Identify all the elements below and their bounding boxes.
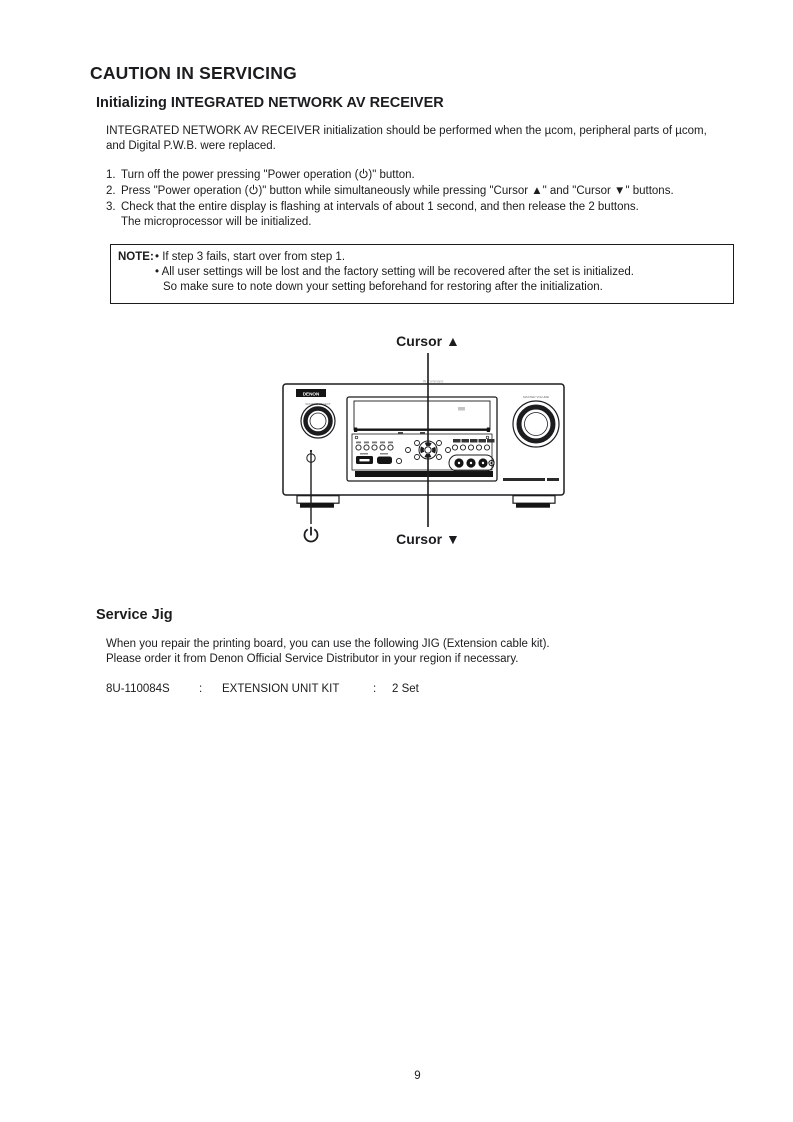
step-2-number: 2. [106,185,116,197]
section-heading-initializing: Initializing INTEGRATED NETWORK AV RECEIVER [96,95,444,111]
step-1-number: 1. [106,169,116,181]
note-line-3: So make sure to note down your setting beforehand for restoring after the initialization. [163,281,603,293]
step-2-text: Press "Power operation ( )" button while simultaneously while pressing "Cursor ▲" and "Cursor ▼" buttons. [121,184,674,200]
note-line-2: • All user settings will be lost and the factory setting will be recovered after the set is initialized. [155,266,634,278]
section-heading-service-jig: Service Jig [96,607,173,623]
note-body [155,250,634,295]
setup-mic-jack [396,458,401,463]
intro-paragraph [106,124,707,154]
hdmi-port [377,457,392,465]
display-window [354,401,490,430]
svg-text:SOURCE SELECT: SOURCE SELECT [305,402,331,406]
brand-badge [296,389,326,397]
left-foot [297,496,339,508]
step-list [106,168,674,230]
receiver-body [283,380,564,508]
service-jig-line-2: Please order it from Denon Official Service Distributor in your region if necessary. [106,653,519,665]
step-2 [106,184,674,200]
screw-left [355,436,358,439]
source-select-knob [301,402,335,438]
right-foot [513,496,555,508]
enter-button [425,447,431,453]
master-volume-knob [513,395,559,447]
step-1 [106,168,674,184]
service-jig-paragraph [106,637,550,667]
step-3-line-2: The microprocessor will be initialized. [121,216,312,228]
model-strip [503,478,559,481]
part-number: 8U-110084S [106,683,170,695]
separator: : [373,683,377,695]
power-icon [359,168,368,184]
service-jig-line-1: When you repair the printing board, you can use the following JIG (Extension cable kit). [106,638,550,650]
intro-line-2: and Digital P.W.B. were replaced. [106,140,276,152]
part-name: EXTENSION UNIT KIT [222,683,340,695]
usb-port [356,456,373,464]
output-jacks [449,439,495,471]
service-jig-part-row [106,682,419,697]
page-number: 9 [414,1070,421,1082]
screw-right [486,436,489,439]
part-quantity: 2 Set [392,683,419,695]
input-buttons [356,442,402,465]
top-logo: IN Command [422,379,444,384]
cursor-up-callout-label: Cursor ▲ [396,333,460,349]
cursor-down-callout-label: Cursor ▼ [396,531,460,547]
power-icon [249,184,258,200]
step-3-number: 3. [106,201,116,213]
svg-text:MASTER VOLUME: MASTER VOLUME [522,395,550,399]
note-box [110,244,734,304]
svg-text:DENON: DENON [302,391,320,397]
separator: : [199,683,203,695]
note-label: NOTE: [118,251,154,263]
page-title: CAUTION IN SERVICING [90,63,297,83]
note-line-1: • If step 3 fails, start over from step 1. [155,251,346,263]
power-icon [305,527,318,542]
intro-line-1: INTEGRATED NETWORK AV RECEIVER initialization should be performed when the µcom, peripheral parts of µcom, [106,125,707,137]
receiver-diagram [270,351,580,551]
step-3-text: Check that the entire display is flashing at intervals of about 1 second, and then release the 2 buttons. The microprocessor will be initialized. [121,201,639,228]
step-3 [106,200,674,230]
step-1-text: Turn off the power pressing "Power operation ( )" button. [121,168,415,184]
